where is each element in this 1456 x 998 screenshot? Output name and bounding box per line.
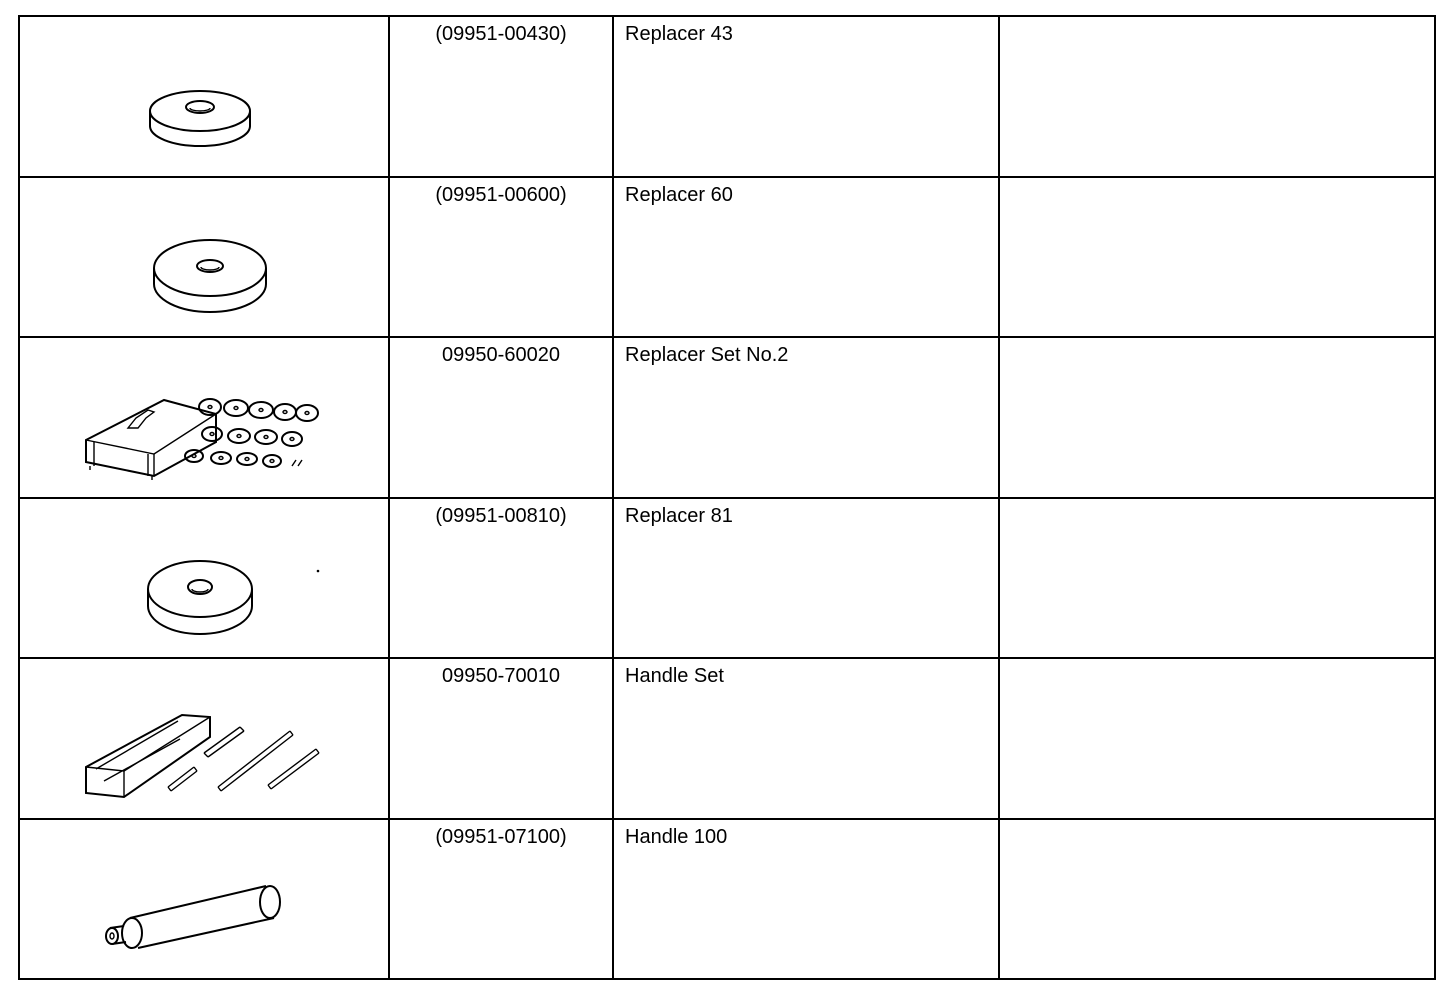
tool-name: Replacer Set No.2	[625, 344, 789, 366]
tool-illustration-cell	[19, 337, 389, 498]
tool-name: Handle Set	[625, 665, 724, 687]
tool-illustration-cell	[19, 819, 389, 980]
tool-name-cell	[613, 498, 999, 659]
remark-cell	[999, 819, 1435, 980]
tool-name: Replacer 60	[625, 183, 733, 206]
tool-name-cell	[613, 819, 999, 980]
tool-name-cell	[613, 658, 999, 819]
tool-number: 09950-60020	[442, 344, 560, 366]
replacer-disc-icon	[20, 499, 388, 656]
tool-number: (09951-00810)	[435, 504, 567, 527]
tool-illustration-cell	[19, 177, 389, 338]
tool-number: (09951-00600)	[435, 183, 567, 206]
tool-name-cell	[613, 337, 999, 498]
tool-number-cell	[389, 337, 613, 498]
tool-illustration-cell	[19, 498, 389, 659]
table-row	[19, 337, 1435, 498]
tool-illustration-cell	[19, 658, 389, 819]
tool-name: Replacer 81	[625, 504, 733, 527]
tool-number-cell	[389, 498, 613, 659]
remark-cell	[999, 658, 1435, 819]
remark-cell	[999, 498, 1435, 659]
tool-illustration-cell	[19, 16, 389, 177]
tool-name-cell	[613, 16, 999, 177]
remark-cell	[999, 337, 1435, 498]
handle-icon	[20, 820, 388, 977]
replacer-set-icon	[20, 338, 388, 495]
table-row	[19, 16, 1435, 177]
table-row	[19, 177, 1435, 338]
remark-cell	[999, 16, 1435, 177]
table-row	[19, 498, 1435, 659]
tool-number: (09951-00430)	[435, 23, 567, 45]
tool-number-cell	[389, 16, 613, 177]
tool-name-cell	[613, 177, 999, 338]
replacer-disc-icon	[20, 178, 388, 335]
handle-set-icon	[20, 659, 388, 816]
table-row	[19, 658, 1435, 819]
tool-number: (09951-07100)	[435, 825, 567, 848]
tool-number-cell	[389, 819, 613, 980]
tool-number-cell	[389, 658, 613, 819]
tool-name: Replacer 43	[625, 23, 733, 45]
special-tools-table	[18, 15, 1436, 980]
table-row	[19, 819, 1435, 980]
tool-number: 09950-70010	[442, 665, 560, 687]
tool-number-cell	[389, 177, 613, 338]
remark-cell	[999, 177, 1435, 338]
tool-name: Handle 100	[625, 825, 728, 848]
replacer-disc-icon	[20, 17, 388, 174]
